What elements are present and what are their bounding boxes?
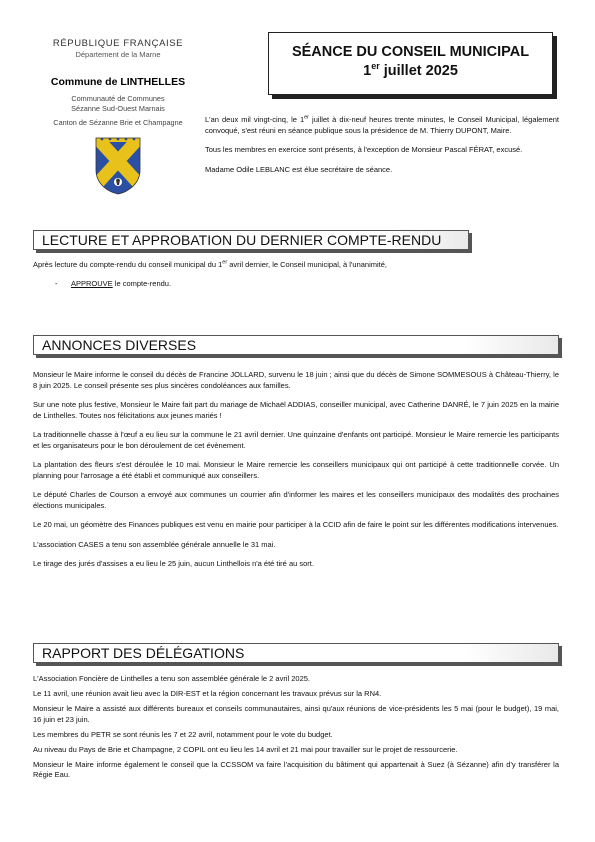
section-heading-lecture: LECTURE ET APPROBATION DU DERNIER COMPTE-RENDU [33,230,469,250]
delegation-paragraph: Les membres du PETR se sont réunis les 7 et 22 avril, notamment pour le vote du budget. [33,729,333,739]
delegation-paragraph: L'Association Foncière de Linthelles a tenu son assemblée générale le 2 avril 2025. [33,674,311,683]
community-line-1: Communauté de Communes [71,94,165,103]
annonce-paragraph: La traditionnelle chasse à l'œuf a eu lieu sur la commune le 21 avril dernier. Une quinzaine d'enfants ont participé. Monsieur le Maire remercie les participants et les organisateurs pour le bon déroulement de cet évènement. [33,430,559,450]
canton-label: Canton de Sézanne Brie et Champagne [53,118,183,127]
intro-block [205,115,559,184]
annonce-paragraph: Sur une note plus festive, Monsieur le Maire fait part du mariage de Michaël ADDIAS, conseiller municipal, avec Catherine DANRÉ, le 7 juin 2025 en la mairie de Linthelles. Toutes nos félicitations aux jeunes mariés ! [33,400,559,420]
annonce-paragraph: Le tirage des jurés d'assises a eu lieu le 25 juin, aucun Linthellois n'a été tiré au sort. [33,559,314,568]
republic-label: RÉPUBLIQUE FRANÇAISE [52,38,184,49]
delegation-paragraph: Monsieur le Maire informe également le conseil que la CCSSOM va faire l'acquisition du bâtiment qui appartenait à Suez (à Sézanne) afin d'y transférer la Régie Eau. [33,759,559,779]
approve-keyword: APPROUVE [71,279,113,288]
intro-paragraph-3: Madame Odile LEBLANC est élue secrétaire de séance. [205,164,393,174]
intro-paragraph-1 [205,115,559,136]
annonce-paragraph: La plantation des fleurs s'est déroulée le 10 mai. Monsieur le Maire remercie les conseillers municipaux qui ont participé à cette traditionnelle corvée. Un planning pour l'arrosage a été établi et communiqué aux conseillers. [33,460,559,480]
delegation-paragraph: Au niveau du Pays de Brie et Champagne, 2 COPIL ont eu lieu les 14 avril et 21 mai pour travailler sur le projet de ressourcerie. [33,744,458,754]
bullet-dash: - [55,279,58,288]
intro-p1-part-a: L'an deux mil vingt-cinq, le 1 [205,115,305,124]
session-date [269,62,552,81]
session-date-day: 1 [363,63,372,79]
session-title: SÉANCE DU CONSEIL MUNICIPAL [291,44,530,60]
lecture-text-b: avril dernier, le Conseil municipal, à l'unanimité, [227,260,388,269]
intro-paragraph-2: Tous les membres en exercice sont présents, à l'exception de Monsieur Pascal FÉRAT, excusé. [205,145,523,154]
session-title-box [268,32,553,95]
section-heading-delegations: RAPPORT DES DÉLÉGATIONS [33,643,559,663]
letterhead [28,38,208,196]
approve-rest: le compte-rendu. [112,279,172,288]
lecture-text-a: Après lecture du compte-rendu du conseil municipal du 1 [33,260,223,269]
lecture-text [33,260,559,280]
delegation-paragraph: Monsieur le Maire a assisté aux différents bureaux et conseils communautaires, ainsi qu'aux réunions de vice-présidents les 5 mai (pour le budget), 19 mai, 16 juin et 23 juin. [33,704,559,724]
intro-p1-part-b: juillet à dix-neuf heures trente minutes, le Conseil Municipal, légalement convoqué, s'est réuni en séance publique sous la présidence de M. Thierry DUPONT, Maire. [205,115,559,135]
session-date-month-year: juillet 2025 [379,63,458,79]
intro-p1-sup: er [304,114,310,121]
lecture-text-sup: er [222,259,228,266]
annonce-paragraph: Monsieur le Maire informe le conseil du décès de Francine JOLLARD, survenu le 18 juin ; ainsi que du décès de Simone SOMMESOUS à Château-Thierry, le 8 juin 2025. Le conseil présente ses plus sincères condoléances aux familles. [33,370,559,390]
delegation-paragraph: Le 11 avril, une réunion avait lieu avec la DIR-EST et la région concernant les travaux prévus sur la RN4. [33,689,382,698]
annonce-paragraph: L'association CASES a tenu son assemblée générale annuelle le 31 mai. [33,539,276,549]
coat-of-arms-icon [94,136,142,196]
annonces-list [33,370,559,579]
annonce-paragraph: Le député Charles de Courson a envoyé aux communes un courrier afin d'informer les maires et les conseillers municipaux des modalités des prochaines élections municipales. [33,490,559,510]
section-heading-annonces: ANNONCES DIVERSES [33,335,559,355]
annonce-paragraph: Le 20 mai, un géomètre des Finances publiques est venu en mairie pour participer à la CCID afin de faire le point sur les différentes modifications intervenues. [33,520,559,529]
department-label: Département de la Marne [75,50,161,59]
delegations-list [33,674,559,785]
session-date-sup: er [371,61,380,72]
community-line-2: Sézanne Sud-Ouest Marnais [71,103,165,113]
lecture-paragraph [33,260,559,271]
commune-name: Commune de LINTHELLES [50,76,186,88]
approval-bullet [55,279,171,288]
